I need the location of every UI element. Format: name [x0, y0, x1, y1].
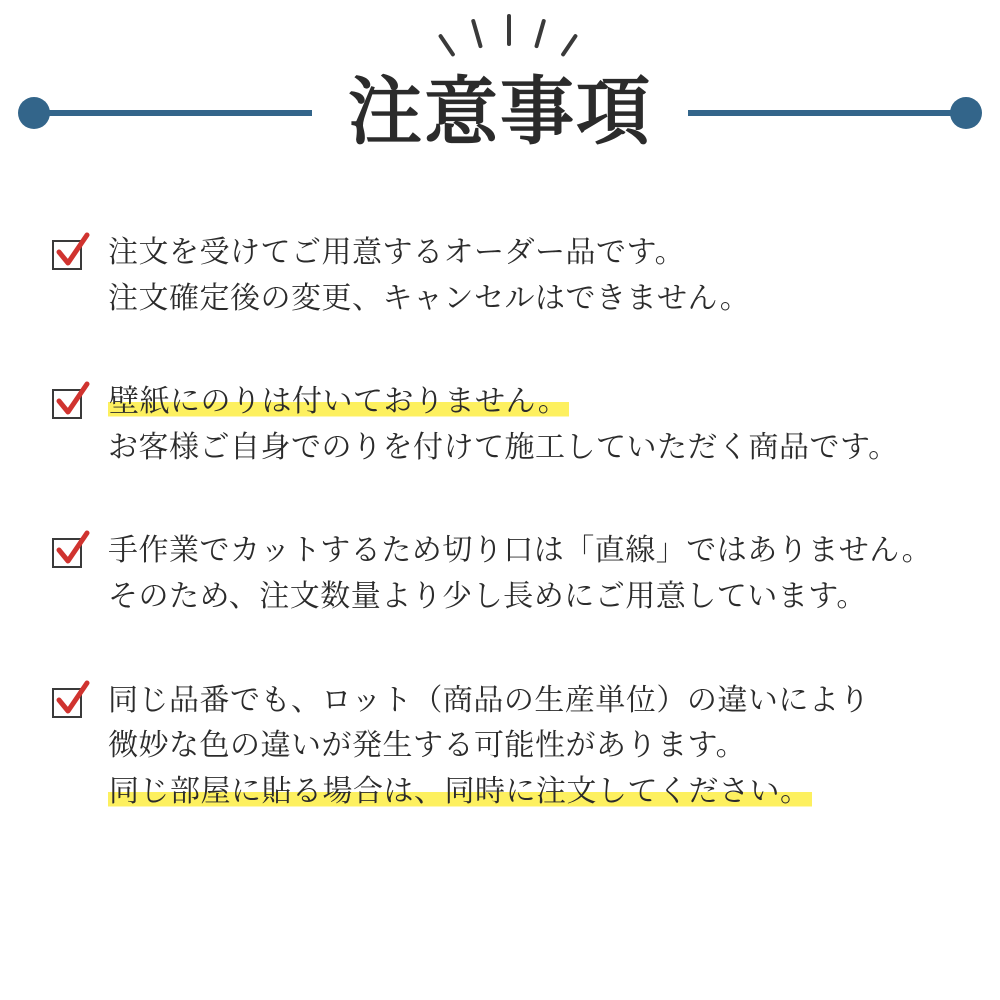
- sparkle-decoration-icon: [0, 8, 1000, 56]
- note-text: [108, 678, 960, 815]
- note-text: [108, 230, 960, 321]
- note-line: [108, 769, 960, 815]
- note-line: 微妙な色の違いが発生する可能性があります。: [108, 729, 747, 763]
- notes-list: [52, 230, 960, 814]
- note-line: 注文を受けてご用意するオーダー品です。: [108, 236, 686, 269]
- checked-checkbox-icon: [52, 387, 86, 421]
- note-text: [108, 528, 960, 619]
- note-line: [108, 379, 960, 425]
- note-line: 同じ品番でも、ロット（商品の生産単位）の違いにより: [108, 683, 870, 717]
- list-item: [52, 678, 960, 815]
- page-header: [0, 0, 1000, 190]
- highlighted-text: 同じ部屋に貼る場合は、同時に注文してください。: [109, 774, 811, 808]
- note-line: そのため、注文数量より少し長めにご用意しています。: [108, 579, 867, 613]
- title-row: [0, 62, 1000, 162]
- checked-checkbox-icon: [52, 238, 86, 272]
- page-title: 注意事項: [320, 75, 680, 149]
- note-line: 手作業でカットするため切り口は「直線」ではありません。: [108, 534, 933, 568]
- checked-checkbox-icon: [52, 686, 86, 720]
- list-item: [52, 379, 960, 470]
- highlighted-text: 壁紙にのりは付いておりません。: [109, 385, 569, 419]
- list-item: [52, 528, 960, 619]
- note-text: [108, 379, 960, 470]
- checked-checkbox-icon: [52, 536, 86, 570]
- list-item: [52, 230, 960, 321]
- note-line: お客様ご自身でのりを付けて施工していただく商品です。: [108, 430, 899, 464]
- note-line: 注文確定後の変更、キャンセルはできません。: [108, 281, 751, 315]
